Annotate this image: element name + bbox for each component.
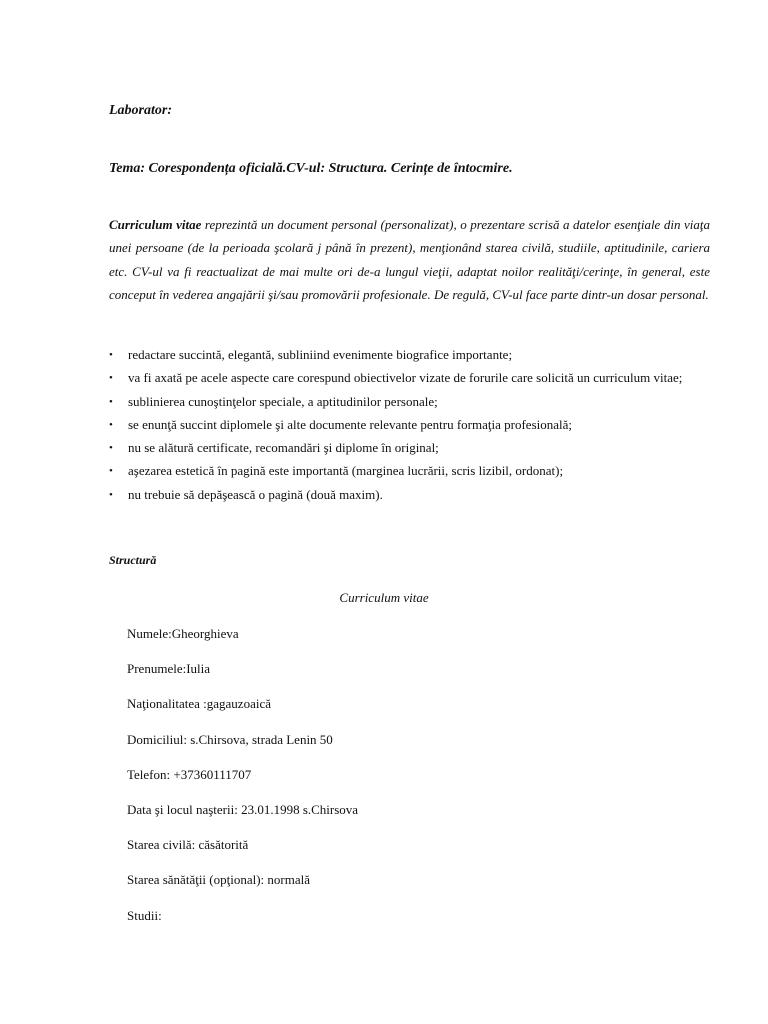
bullet-icon: • (109, 465, 113, 478)
requirements-list (109, 345, 714, 508)
list-item (109, 438, 714, 458)
list-item-text: redactare succintă, elegantă, subliniind evenimente biografice importante; (128, 347, 513, 362)
bullet-icon: • (109, 349, 113, 361)
list-item (109, 345, 714, 365)
intro-text: reprezintă un document personal (personalizat), o prezentare scrisă a datelor esenţiale din viaţa unei persoane (de la perioada şcolară j până în prezent), menţionând starea civilă, studiile, aptitudinile, cariera etc. CV-ul va fi reactualizat de mai multe ori de-a lungul vieţii, adaptat noilor realităţi/cerinţe, în general, este conceput în vederea angajării şi/sau promovării profesionale. De regulă, CV-ul face parte dintr-un dosar personal. (109, 217, 710, 303)
list-item (109, 415, 714, 435)
cv-title: Curriculum vitae (339, 590, 429, 605)
list-item-text: va fi axată pe acele aspecte care corespund obiectivelor vizate de forurile care solicită un curriculum vitae; (128, 370, 683, 386)
heading-structura: Structură (109, 553, 157, 567)
cv-fields-list (127, 624, 358, 941)
bullet-icon: • (109, 442, 113, 455)
cv-field-stare-sanatate: Starea sănătăţii (opţional): normală (127, 872, 311, 888)
bullet-icon: • (109, 488, 113, 501)
cv-field-studii: Studii: (127, 907, 162, 923)
cv-field-nationalitate: Naţionalitatea :gagauzoaică (127, 696, 272, 712)
cv-field-nume: Numele:Gheorghieva (127, 626, 239, 641)
intro-lead-term: Curriculum vitae (109, 217, 202, 232)
list-item (109, 368, 714, 388)
cv-field-stare-civila: Starea civilă: căsătorită (127, 837, 249, 853)
cv-field-telefon: Telefon: +37360111707 (127, 766, 252, 782)
list-item-text: nu trebuie să depăşească o pagină (două maxim). (128, 486, 383, 502)
bullet-icon: • (109, 395, 113, 408)
intro-paragraph (109, 213, 710, 307)
list-item (109, 392, 714, 412)
cv-field-data-nasterii: Data şi locul naşterii: 23.01.1998 s.Chirsova (127, 801, 359, 817)
list-item-text: se enunţă succint diplomele şi alte documente relevante pentru formaţia profesională; (128, 416, 572, 432)
list-item-text: nu se alătură certificate, recomandări şi diplome în original; (128, 440, 439, 456)
bullet-icon: • (109, 372, 113, 385)
list-item-text: aşezarea estetică în pagină este importantă (marginea lucrării, scris lizibil, ordonat); (128, 463, 564, 479)
bullet-icon: • (109, 418, 113, 431)
list-item (109, 485, 714, 505)
cv-field-domiciliu: Domiciliul: s.Chirsova, strada Lenin 50 (127, 731, 333, 747)
cv-field-prenume: Prenumele:Iulia (127, 661, 211, 677)
heading-laborator: Laborator: (109, 103, 172, 118)
list-item (109, 461, 714, 481)
list-item-text: sublinierea cunoştinţelor speciale, a aptitudinilor personale; (128, 393, 438, 409)
heading-tema: Tema: Corespondența oficială.CV-ul: Structura. Cerințe de întocmire. (109, 161, 513, 176)
